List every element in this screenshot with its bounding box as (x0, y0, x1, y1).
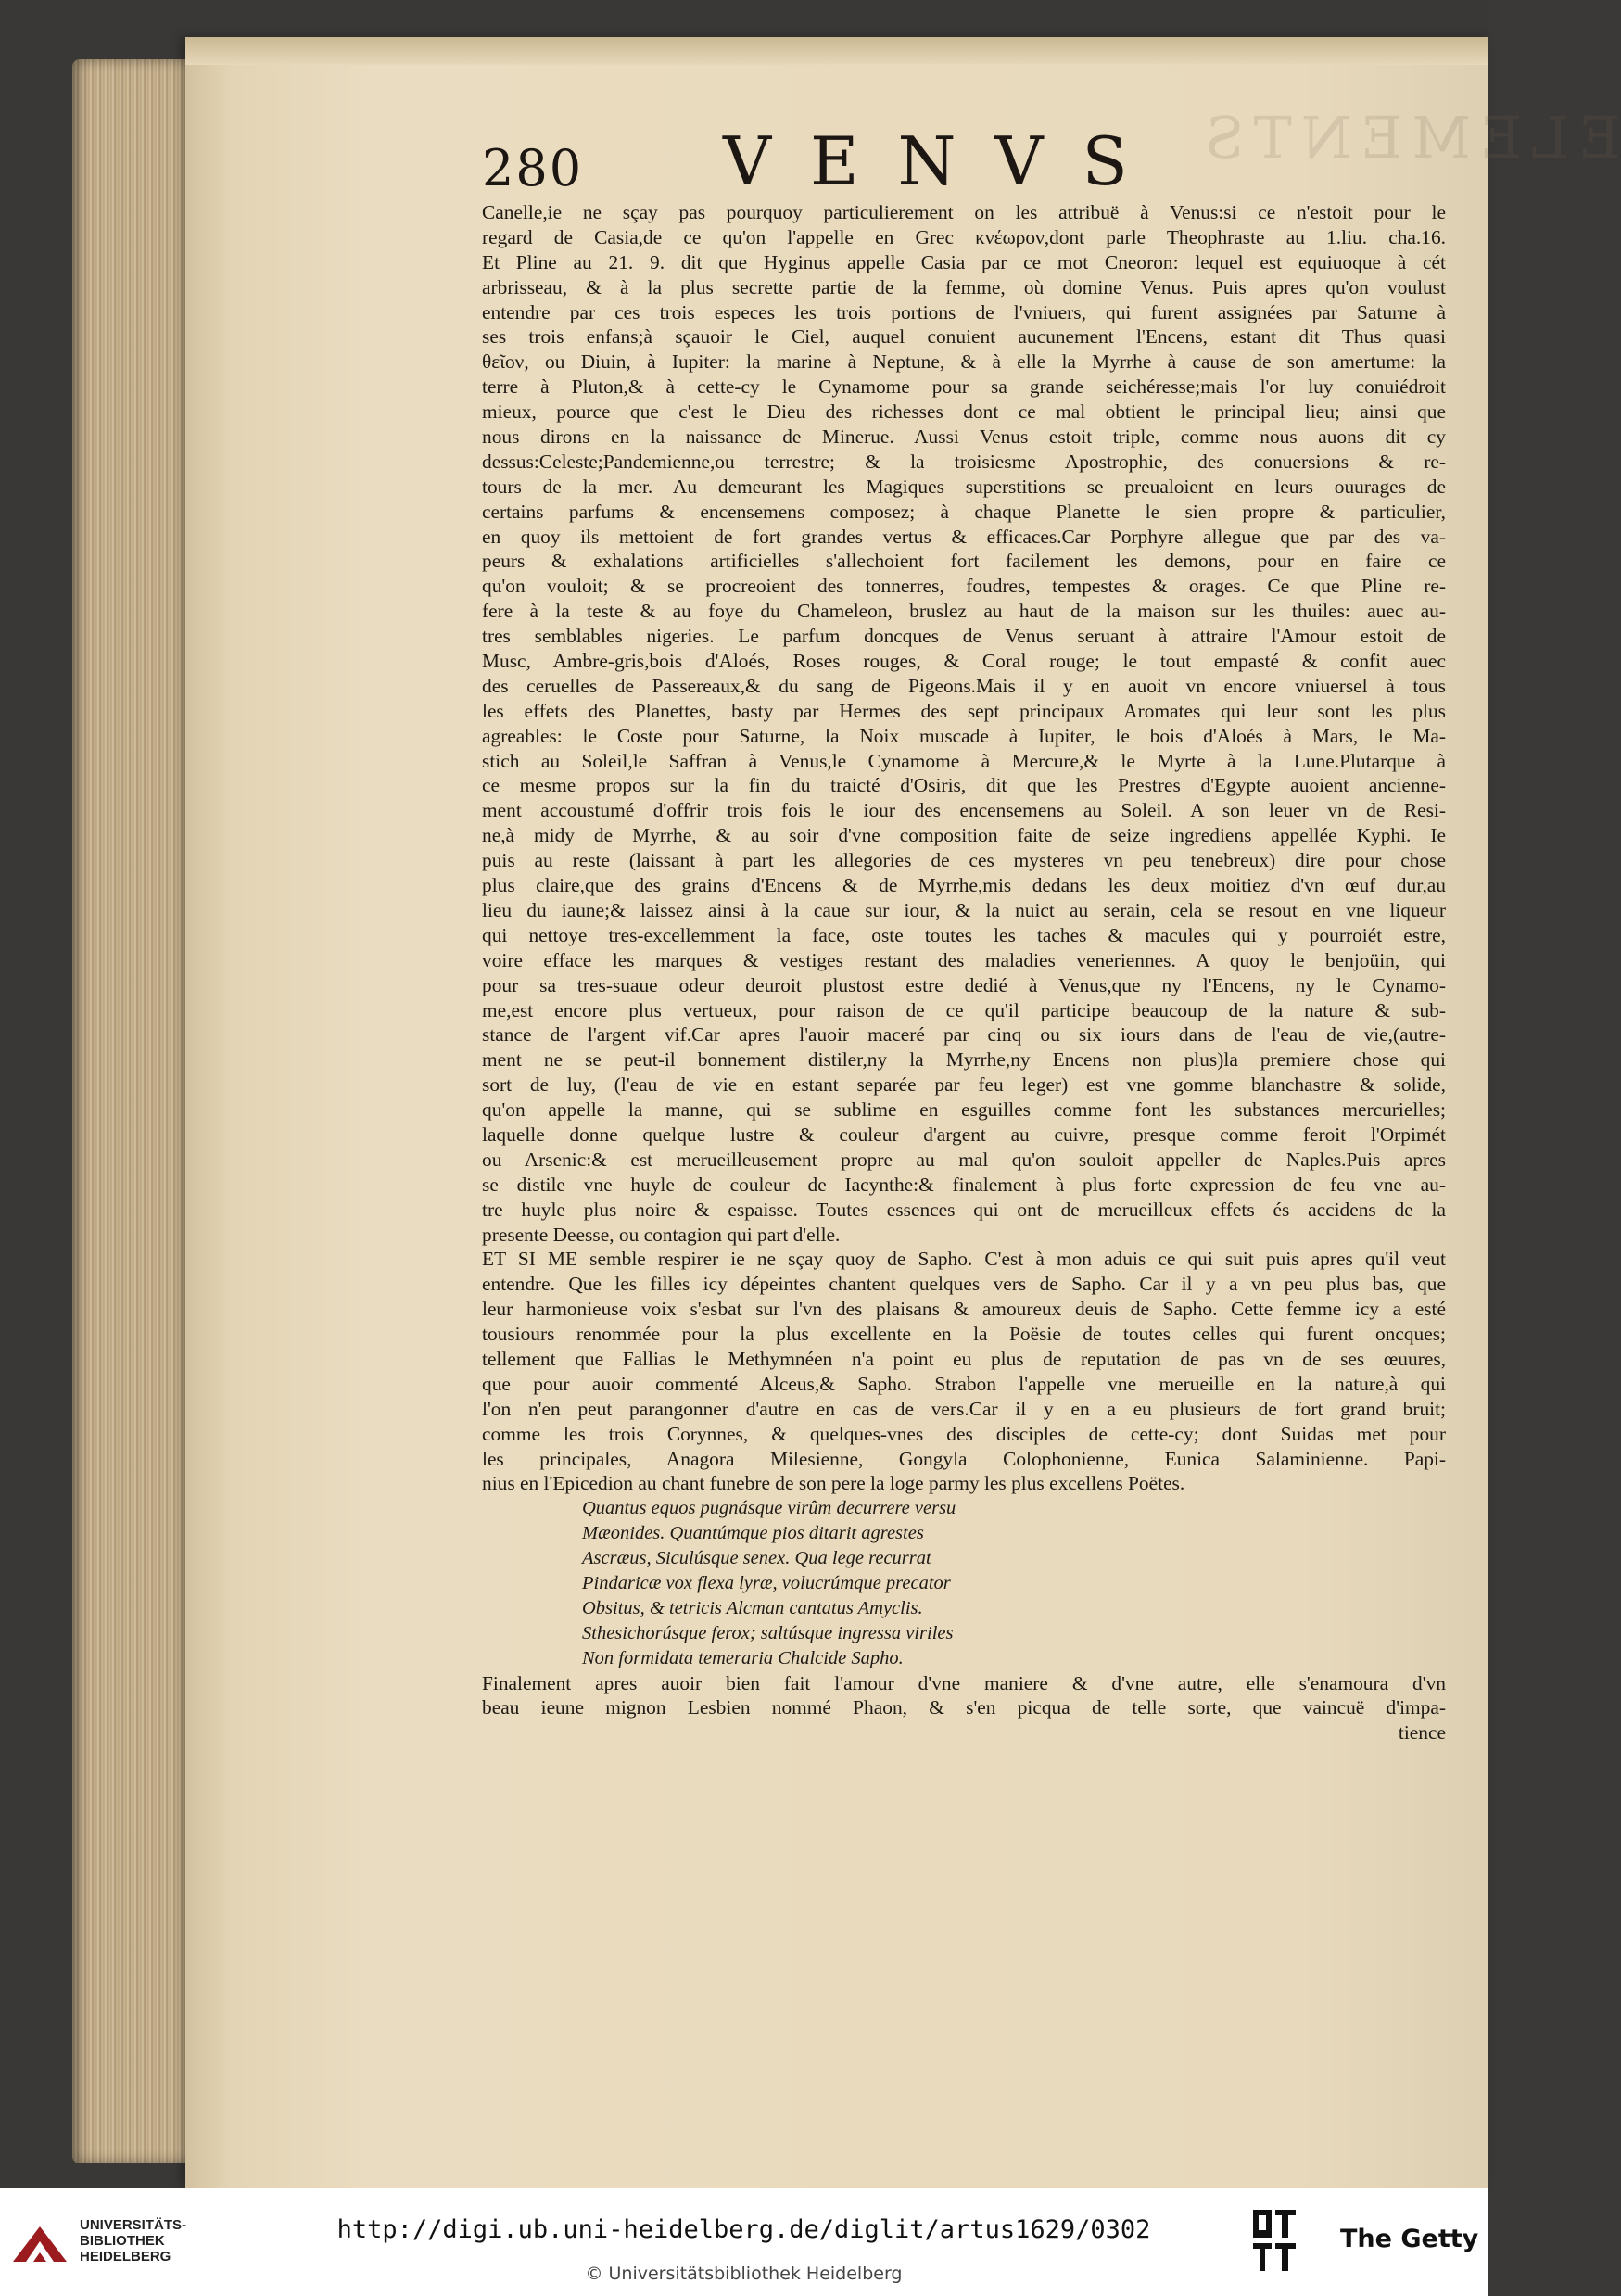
text-line: tres semblables nigeries. Le parfum doncques de Venus seruant à attraire l'Amour estoit de (482, 625, 1446, 648)
text-line: ment ne se peut-il bonnement distiler,ny la Myrrhe,ny Encens non plus)la premiere chose qui (482, 1048, 1446, 1072)
text-line: Finalement apres auoir bien fait l'amour d'vne maniere & d'vne autre, elle s'enamoura d'vn (482, 1671, 1446, 1694)
text-line: puis au reste (laissant à part les allegories de ces mysteres vn peu tenebreux) dire pour chose (482, 849, 1446, 872)
latin-verse-block (482, 1496, 1446, 1670)
text-line: ses trois enfans;à sçauoir le Ciel, auquel conuient aucunement l'Encens, estant dit Thus quasi (482, 325, 1446, 349)
page-body-text (482, 200, 1446, 1745)
text-line: qu'on vouloit; & se procreoient des tonnerres, foudres, tempestes & orages. Ce que Pline re- (482, 575, 1446, 598)
text-line: me,est encore plus vertueux, pour raison de ce qu'il participe beaucoup de la nature & sub- (482, 998, 1446, 1021)
text-line: en quoy ils mettoient de fort grandes vertus & efficaces.Car Porphyre allegue que par des va- (482, 525, 1446, 548)
closing-paragraph (482, 1671, 1446, 1746)
text-line: arbrisseau, & à la plus secrette partie de la femme, où domine Venus. Puis apres qu'on voulust (482, 275, 1446, 298)
verse-line: Ascræus, Siculúsque senex. Qua lege recurrat (582, 1548, 931, 1569)
permalink-url[interactable]: http://digi.ub.uni-heidelberg.de/diglit/artus1629/0302 (336, 2215, 1151, 2244)
text-line: se distile vne huyle de couleur de Iacynthe:& finalement à plus forte expression de feu vne au- (482, 1173, 1446, 1196)
text-line: l'on n'en peut parangonner d'autre en cas de vers.Car il y en a eu plusieurs de fort grand bruit; (482, 1397, 1446, 1420)
text-line: tre huyle plus noire & espaisse. Toutes essences qui ont de merueilleux effets és accidens de la (482, 1198, 1446, 1221)
show-through-ghost: ELEMENTS (1196, 104, 1621, 171)
text-line: laquelle donne quelque lustre & couleur d'argent au cuivre, presque comme feroit l'Orpimét (482, 1123, 1446, 1146)
text-line: des ceruelles de Passereaux,& du sang de Pigeons.Mais il y en auoit vn encore vniuersel à tous (482, 674, 1446, 697)
text-line: stance de l'argent vif.Car apres l'auoir maceré par cinq ou six iours dans de l'eau de vie,(autre- (482, 1023, 1446, 1047)
body-paragraphs (482, 200, 1446, 1496)
text-line: les principales, Anagora Milesienne, Gongyla Colophonienne, Eunica Salaminienne. Papi- (482, 1447, 1446, 1470)
institution-line-2: BIBLIOTHEK (80, 2233, 165, 2249)
text-line: nous dirons en la naissance de Minerue. Aussi Venus estoit triple, comme nous auons dit cy (482, 425, 1446, 449)
text-line: tience (1398, 1721, 1446, 1744)
text-line: mieux, pource que c'est le Dieu des richesses dont ce mal obtient le principal lieu; ainsi que (482, 400, 1446, 424)
text-line: les effets des Planettes, basty par Hermes des sept principaux Aromates qui leur sont les plus (482, 699, 1446, 722)
text-line: pour sa tres-suaue odeur deuroit plustost estre dedié à Venus,que ny l'Encens, ny le Cynamo- (482, 973, 1446, 996)
text-line: Canelle,ie ne sçay pas pourquoy particulierement on les attribuë à Venus:si ce n'estoit pour le (482, 201, 1446, 223)
text-line: regard de Casia,de ce qu'on l'appelle en Grec κνέωρον,dont parle Theophraste au 1.liu. cha.16. (482, 225, 1446, 248)
running-title: VENVS (723, 122, 1167, 200)
text-line: dessus:Celeste;Pandemienne,ou terrestre; & la troisiesme Apostrophie, des conuersions & re- (482, 450, 1446, 473)
text-line: ET SI ME semble respirer ie ne sçay quoy de Sapho. C'est à mon aduis ce qui suit puis apres qu'il veut (482, 1248, 1446, 1271)
text-line: plus claire,que des grains d'Encens & de Myrrhe,mis dedans les deux moitiez d'vn œuf dur,au (482, 874, 1446, 897)
text-line: agreables: le Coste pour Saturne, la Noix muscade à Iupiter, le bois d'Aloés à Mars, le Ma- (482, 724, 1446, 747)
text-line: Et Pline au 21. 9. dit que Hyginus appelle Casia par ce mot Cneoron: lequel est equiuoque à cét (482, 250, 1446, 273)
text-line: terre à Pluton,& à cette-cy le Cynamome pour sa grande seichéresse;mais l'or luy conuiédroit (482, 375, 1446, 399)
viewer-footer (0, 2188, 1488, 2296)
book-page-edges (72, 59, 202, 2163)
text-line: peurs & exhalations artificielles s'allechoient fort facilement les demons, pour en faire ce (482, 550, 1446, 573)
text-line: ne,à midy de Myrrhe, & au soir d'vne composition faite de seize ingrediens appellée Kyphi. Ie (482, 824, 1446, 847)
getty-logo-icon[interactable] (1251, 2208, 1298, 2273)
text-line: comme les trois Corynnes, & quelques-vnes des disciples de cette-cy; dont Suidas met pour (482, 1422, 1446, 1445)
text-line: presente Deesse, ou contagion qui part d'elle. (482, 1223, 841, 1246)
text-line: lieu du iaune;& laissez ainsi à la caue sur iour, & la nuict au serain, cela se resout en vne liqueur (482, 898, 1446, 921)
text-line: leur harmonieuse voix s'esbat sur l'vn des plaisans & amoureux deuis de Sapho. Cette femme icy a esté (482, 1298, 1446, 1321)
verse-line: Quantus equos pugnásque virûm decurrere versu (582, 1498, 956, 1519)
partner-name: The Getty (1340, 2225, 1479, 2253)
text-line: entendre par ces trois especes les trois portions de l'vniuers, qui furent assignées par Saturne à (482, 300, 1446, 323)
text-line: fere à la teste & au foye du Chameleon, bruslez au haut de la maison sur les thuiles: auec au- (482, 600, 1446, 623)
verse-line: Pindaricæ vox flexa lyræ, volucrúmque precator (582, 1572, 951, 1593)
text-line: tellement que Fallias le Methymnéen n'a point eu plus de reputation de pas vn de ses œuures, (482, 1347, 1446, 1370)
text-line: sort de luy, (l'eau de vie en estant separée par feu leger) est vne gomme blanchastre & solide, (482, 1073, 1446, 1097)
text-line: qui nettoye tres-excellemment la face, oste toutes les taches & macules qui y pourroiét estre, (482, 923, 1446, 946)
text-line: tousiours renommée pour la plus excellente en la Poësie de toutes celles qui furent oncques; (482, 1323, 1446, 1346)
verse-line: Non formidata temeraria Chalcide Sapho. (582, 1647, 904, 1668)
institution-line-3: HEIDELBERG (80, 2249, 171, 2264)
text-line: entendre. Que les filles icy dépeintes chantent quelques vers de Sapho. Car il y a vn peu plus bas, que (482, 1273, 1446, 1296)
text-line: tours de la mer. Au demeurant les Magiques superstitions se preualoient en leurs ouurages de (482, 475, 1446, 498)
text-line: ce mesme propos sur la fin du traicté d'Osiris, dit que les Prestres d'Egypte auoient ancienne- (482, 774, 1446, 797)
text-line: θεῖον, ou Diuin, à Iupiter: la marine à Neptune, & à elle la Myrrhe à cause de son amertume: la (482, 350, 1446, 374)
text-line: beau ieune mignon Lesbien nommé Phaon, & s'en picqua de telle sorte, que vaincuë d'impa- (482, 1696, 1446, 1719)
text-line: ou Arsenic:& est merueilleusement propre au mal qu'on souloit appeller de Naples.Puis apres (482, 1148, 1446, 1171)
text-line: stich au Soleil,le Saffran à Venus,le Cynamome à Mercure,& le Myrte à la Lune.Plutarque à (482, 749, 1446, 772)
page-header (482, 121, 1446, 204)
text-line: qu'on appelle la manne, qui se sublime en esguilles comme font les substances mercurielles; (482, 1098, 1446, 1122)
verse-line: Sthesichorúsque ferox; saltúsque ingressa viriles (582, 1622, 954, 1643)
copyright-notice: © Universitätsbibliothek Heidelberg (585, 2264, 903, 2284)
page-number: 280 (482, 139, 584, 197)
text-line: Musc, Ambre-gris,bois d'Aloés, Roses rouges, & Coral rouge; le tout empasté & confit auec (482, 650, 1446, 673)
text-line: voire efface les marques & vestiges restant des maladies veneriennes. A quoy le benjoüin, qui (482, 948, 1446, 971)
text-line: nius en l'Epicedion au chant funebre de son pere la loge parmy les plus excellens Poëtes. (482, 1472, 1185, 1495)
page-top-edge (185, 37, 1488, 65)
verse-line: Mæonides. Quantúmque pios ditarit agrestes (582, 1523, 924, 1544)
text-line: que pour auoir commenté Alceus,& Sapho. Strabon l'appelle vne merueille en la nature,à qui (482, 1372, 1446, 1395)
institution-line-1: UNIVERSITÄTS- (80, 2217, 187, 2233)
text-line: ment accoustumé d'offrir trois fois le iour des encensemens au Soleil. A son leuer vn de Resi- (482, 799, 1446, 822)
text-line: certains parfums & encensemens composez; à chaque Planette le sien propre & particulier, (482, 500, 1446, 523)
verse-line: Obsitus, & tetricis Alcman cantatus Amyclis. (582, 1597, 923, 1618)
